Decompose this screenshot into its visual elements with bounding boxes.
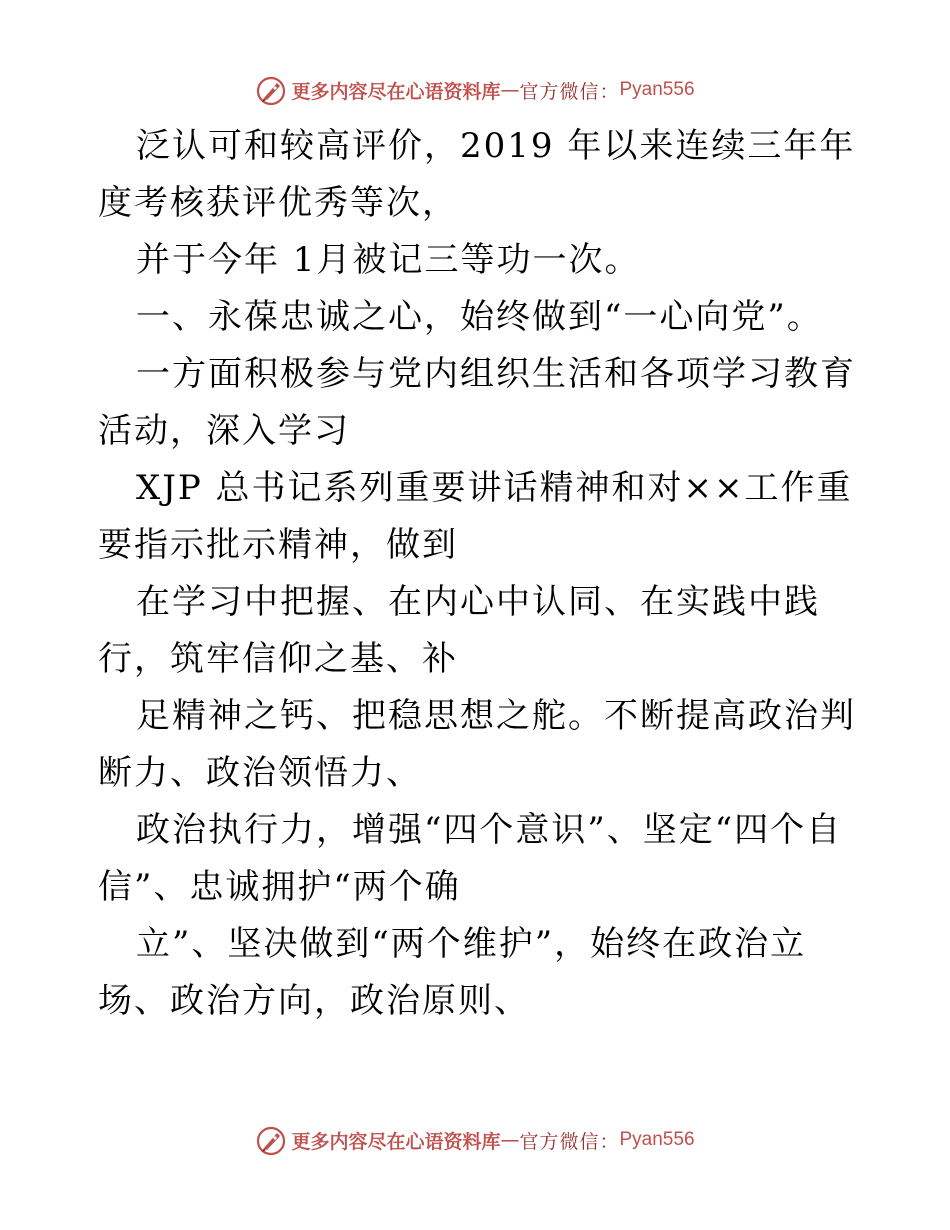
paragraph: 一、永葆忠诚之心，始终做到“一心向党”。	[136, 297, 823, 337]
banner-wechat-id: Pyan556	[619, 79, 695, 100]
paragraph: 一方面积极参与党内组织生活和各项学习教育活动，深入学习	[98, 354, 856, 451]
paragraph: 在学习中把握、在内心中认同、在实践中践行，筑牢信仰之基、补	[98, 582, 820, 679]
banner-wechat-id: Pyan556	[619, 1129, 695, 1150]
banner-brand-text: 更多内容尽在心语资料库	[291, 80, 501, 103]
paragraph: 立”、坚决做到“两个维护”，始终在政治立场、政治方向，政治原则、	[98, 924, 807, 1021]
banner-dash: —	[500, 79, 520, 101]
footer-banner	[0, 1120, 950, 1160]
quill-pen-logo-icon	[255, 1124, 287, 1156]
banner-official-label: 官方微信：	[519, 1130, 620, 1153]
body-text	[98, 118, 858, 1030]
banner-dash: —	[500, 1129, 520, 1151]
banner-brand-text: 更多内容尽在心语资料库	[291, 1130, 501, 1153]
header-banner	[0, 70, 950, 110]
paragraph: 足精神之钙、把稳思想之舵。不断提高政治判断力、政治领悟力、	[98, 696, 856, 793]
banner-official-label: 官方微信：	[519, 80, 620, 103]
paragraph: 政治执行力，增强“四个意识”、坚定“四个自信”、忠诚拥护“两个确	[98, 810, 843, 907]
paragraph: 并于今年 1月被记三等功一次。	[136, 240, 641, 280]
paragraph: XJP 总书记系列重要讲话精神和对××工作重要指示批示精神，做到	[98, 468, 853, 565]
paragraph: 泛认可和较高评价，2019 年以来连续三年年度考核获评优秀等次，	[98, 126, 856, 223]
quill-pen-logo-icon	[255, 74, 287, 106]
